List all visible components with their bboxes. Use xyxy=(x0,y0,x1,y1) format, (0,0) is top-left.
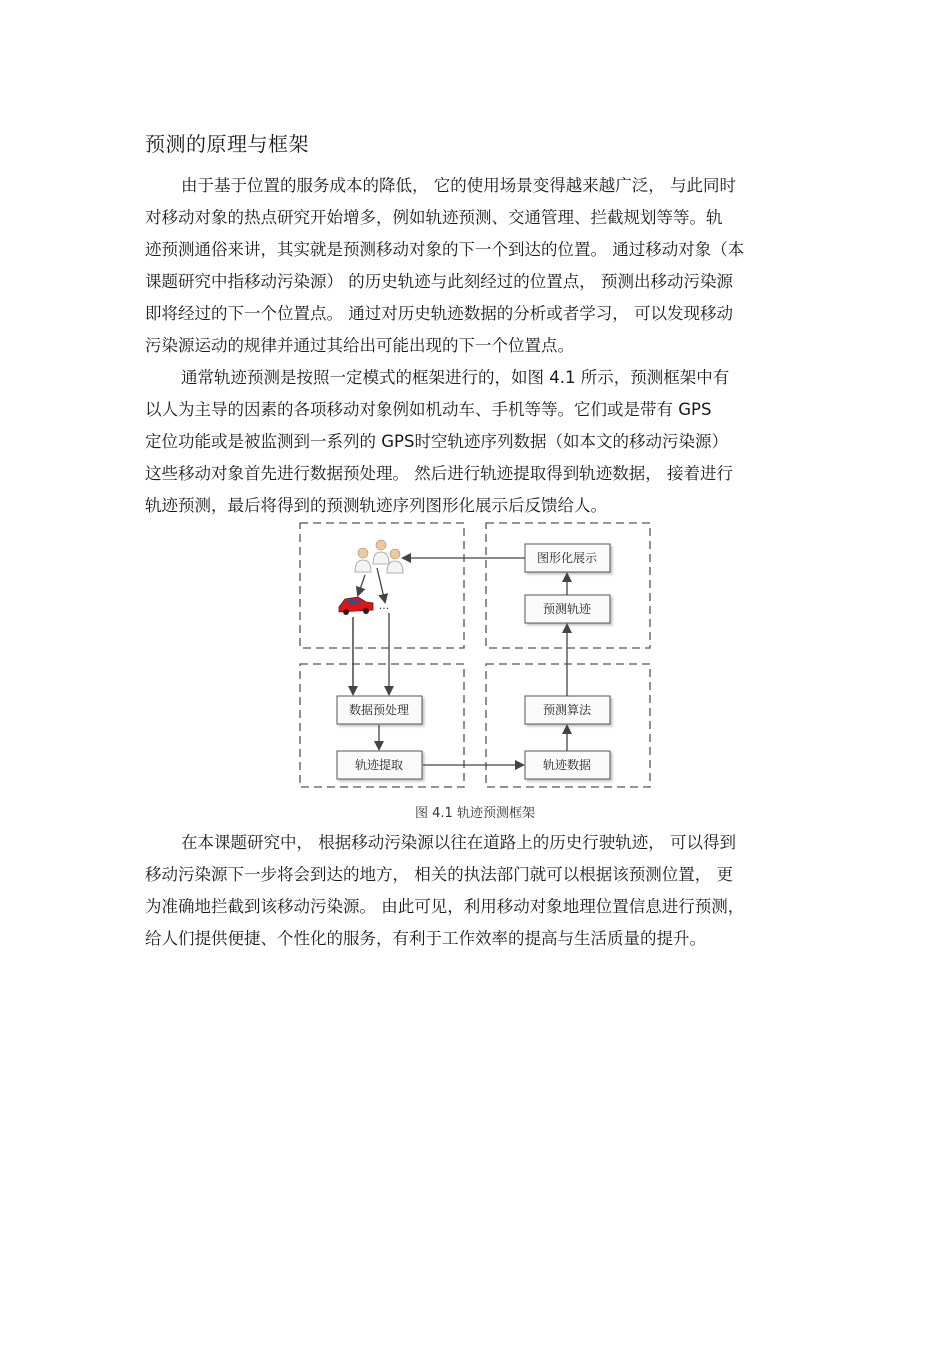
node-preprocess xyxy=(337,696,422,724)
arrow-people-car xyxy=(358,575,365,595)
paragraph-line: 定位功能或是被监测到一系列的 GPS时空轨迹序列数据（如本文的移动污染源） xyxy=(145,432,728,451)
paragraph-line: 轨迹预测，最后将得到的预测轨迹序列图形化展示后反馈给人。 xyxy=(145,496,607,515)
framework-diagram xyxy=(295,520,655,792)
paragraph-line: 为准确地拦截到该移动污染源。 由此可见，利用移动对象地理位置信息进行预测， xyxy=(145,897,745,916)
ellipsis-label: ... xyxy=(378,599,390,612)
node-track-data xyxy=(525,751,610,779)
section-title: 预测的原理与框架 xyxy=(145,132,309,156)
node-display-label: 图形化展示 xyxy=(536,551,598,565)
node-extract xyxy=(337,751,422,779)
paragraph-line: 在本课题研究中， 根据移动污染源以往在道路上的历史行驶轨迹， 可以得到 xyxy=(181,833,736,852)
node-algorithm xyxy=(525,696,610,724)
paragraph-line: 移动污染源下一步将会到达的地方， 相关的执法部门就可以根据该预测位置， 更 xyxy=(145,865,733,884)
node-extract-label: 轨迹提取 xyxy=(354,758,404,772)
arrow-people-other xyxy=(377,568,385,602)
node-algorithm-label: 预测算法 xyxy=(542,703,592,717)
paragraph-line: 通常轨迹预测是按照一定模式的框架进行的，如图 4.1 所示，预测框架中有 xyxy=(181,368,730,387)
paragraph-line: 以人为主导的因素的各项移动对象例如机动车、手机等等。它们或是带有 GPS xyxy=(145,400,712,419)
paragraph-application xyxy=(145,827,810,955)
paragraph-line: 对移动对象的热点研究开始增多，例如轨迹预测、交通管理、拦截规划等等。轨 xyxy=(145,208,723,227)
people-icon xyxy=(355,540,403,573)
car-icon xyxy=(339,597,373,615)
node-predict-track xyxy=(525,595,610,623)
node-track-data-label: 轨迹数据 xyxy=(542,758,592,772)
paragraph-line: 给人们提供便捷、个性化的服务，有利于工作效率的提高与生活质量的提升。 xyxy=(145,929,706,948)
paragraph-intro xyxy=(145,170,810,362)
paragraph-line: 迹预测通俗来讲，其实就是预测移动对象的下一个到达的位置。 通过移动对象（本 xyxy=(145,240,745,259)
figure-caption: 图 4.1 轨迹预测框架 xyxy=(415,806,535,821)
paragraph-line: 由于基于位置的服务成本的降低， 它的使用场景变得越来越广泛， 与此同时 xyxy=(181,176,736,195)
paragraph-line: 污染源运动的规律并通过其给出可能出现的下一个位置点。 xyxy=(145,336,574,355)
node-preprocess-label: 数据预处理 xyxy=(348,703,410,717)
node-predict-track-label: 预测轨迹 xyxy=(542,602,592,616)
node-display xyxy=(525,544,610,572)
paragraph-line: 这些移动对象首先进行数据预处理。 然后进行轨迹提取得到轨迹数据， 接着进行 xyxy=(145,464,733,483)
paragraph-line: 课题研究中指移动污染源） 的历史轨迹与此刻经过的位置点， 预测出移动污染源 xyxy=(145,272,733,291)
paragraph-framework xyxy=(145,362,810,522)
quadrant-top-right xyxy=(486,523,650,648)
paragraph-line: 即将经过的下一个位置点。 通过对历史轨迹数据的分析或者学习， 可以发现移动 xyxy=(145,304,733,323)
